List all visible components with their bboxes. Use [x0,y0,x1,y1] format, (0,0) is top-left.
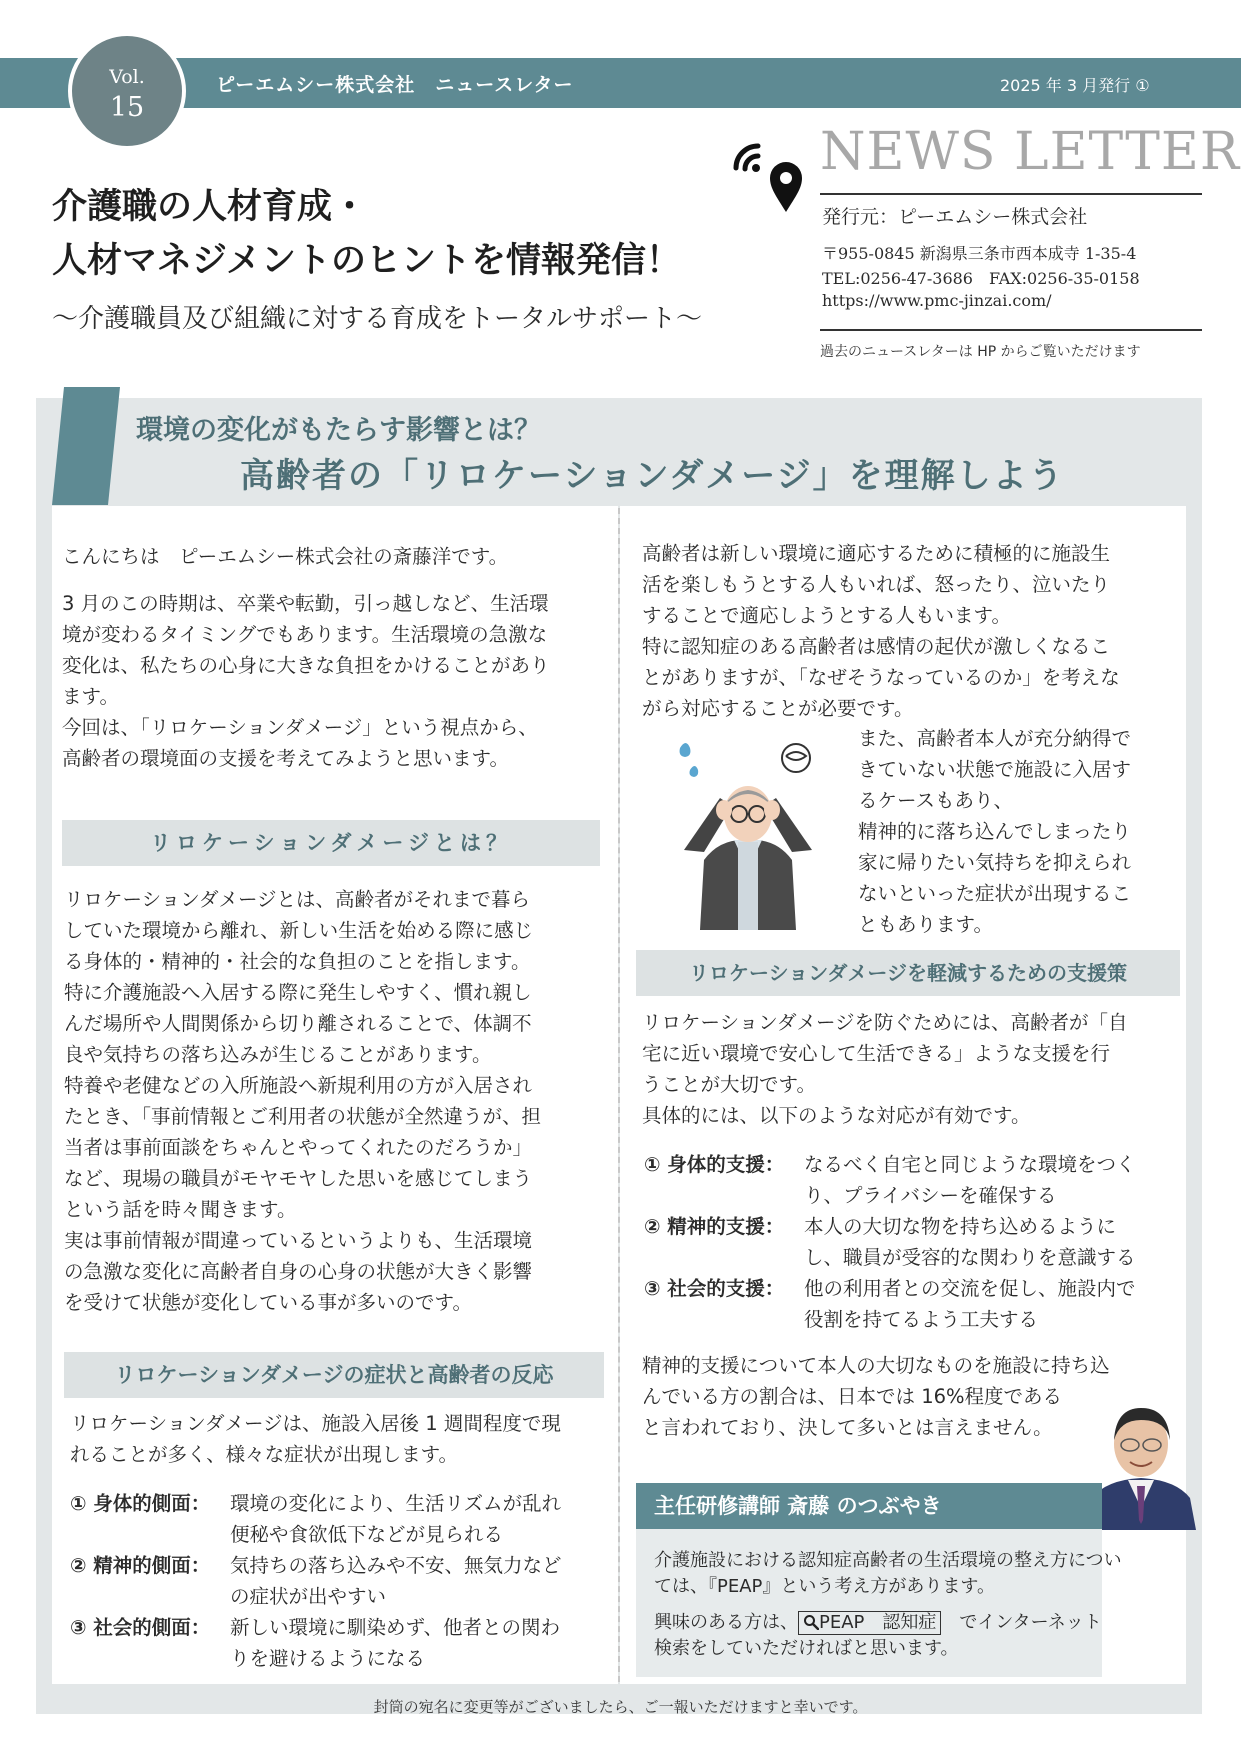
list-item-label: ② 精神的支援： [644,1215,785,1238]
list-item [644,1149,1190,1211]
volume-label: Vol. [109,66,145,88]
article-kicker: 環境の変化がもたらす影響とは？ [136,415,541,446]
tsubuyaki-search-line [654,1610,1102,1636]
headline-line-1: 介護職の人材育成・ [52,187,368,227]
archive-note: 過去のニュースレターは HP からご覧いただけます [820,344,1141,360]
list-item-text: なるべく自宅と同じような環境をつく [804,1153,1136,1176]
section2-heading: リロケーションダメージの症状と高齢者の反応 [64,1352,604,1398]
right-wrap-line: 家に帰りたい気持ちを抑えられ [858,851,1132,874]
section1-line: 実は事前情報が間違っているというよりも、生活環境 [64,1229,533,1252]
right-wrap-line: きていない状態で施設に入居す [858,758,1132,781]
magnifier-icon [803,1614,819,1630]
column-divider [618,508,620,1682]
list-item-text: 気持ちの落ち込みや不安、無気力など [230,1554,562,1577]
right-intro-line: することで適応しようとする人もいます。 [642,604,1011,627]
newsletter-title: NEWS LETTER [820,122,1240,182]
list-item-text: し、職員が受容的な関わりを意識する [804,1246,1136,1269]
section3-closing-line: 精神的支援について本人の大切なものを施設に持ち込 [642,1354,1110,1377]
section1-line: 特に介護施設へ入居する際に発生しやすく、慣れ親し [64,981,532,1004]
intro-greeting: こんにちは ピーエムシー株式会社の斎藤洋です。 [62,545,509,568]
tsubuyaki-line: 検索をしていただければと思います。 [654,1638,959,1659]
list-item-label: ③ 社会的側面： [70,1616,211,1639]
right-intro-line: がら対応することが必要です。 [642,697,914,720]
section3-heading: リロケーションダメージを軽減するための支援策 [636,950,1180,996]
section3-line: リロケーションダメージを防ぐためには、高齢者が「自 [642,1011,1128,1034]
section1-line: んだ場所や人間関係から切り離されることで、体調不 [64,1012,532,1035]
tsubuyaki-line: 介護施設における認知症高齢者の生活環境の整え方につい [654,1550,1122,1571]
tsubuyaki-body [654,1548,1122,1662]
intro-line: 3 月のこの時期は、卒業や転勤，引っ越しなど、生活環 [62,592,549,615]
issue-date: 2025 年 3 月発行 ① [1000,76,1150,95]
phone-fax: TEL:0256-47-3686 FAX:0256-35-0158 [822,269,1140,288]
section1-line: る身体的・精神的・社会的な負担のことを指します。 [64,950,531,973]
list-item [70,1488,610,1550]
list-item-text: 環境の変化により、生活リズムが乱れ [230,1492,562,1515]
banner-title: ピーエムシー株式会社 ニュースレター [216,74,574,96]
section1-line: を受けて状態が変化している事が多いのです。 [64,1291,472,1314]
right-wrap-line: るケースもあり、 [858,789,1014,812]
tsubuyaki-text: 興味のある方は、 [654,1612,798,1633]
section1-line: という話を時々聞きます。 [64,1198,297,1221]
article-title: 高齢者の「リロケーションダメージ」を理解しよう [240,456,1065,496]
intro-line: 境が変わるタイミングでもあります。生活環境の急激な [62,623,548,646]
list-item-text: 他の利用者との交流を促し、施設内で [804,1277,1136,1300]
section1-body [64,884,610,1318]
section3-closing-line: と言われており、決して多いとは言えません。 [642,1416,1053,1439]
intro-line: 今回は、「リロケーションダメージ」という視点から、 [62,716,538,739]
list-item-text: 便秘や食欲低下などが見られる [230,1523,504,1546]
list-item [644,1273,1190,1335]
section1-line: リロケーションダメージとは、高齢者がそれまで暮ら [64,888,531,911]
list-item-label: ② 精神的側面： [70,1554,211,1577]
tsubuyaki-text: でインターネット [941,1612,1102,1633]
right-wrap-line: ともあります。 [858,913,993,936]
page-headline [52,180,681,288]
headline-line-2: 人材マネジメントのヒントを情報発信！ [52,241,681,281]
volume-number: 15 [109,92,145,123]
section1-line: の急激な変化に高齢者自身の心身の状態が大きく影響 [64,1260,533,1283]
list-item-label: ③ 社会的支援： [644,1277,785,1300]
search-term: PEAP 認知症 [819,1612,937,1633]
intro-line: ます。 [62,685,119,708]
right-intro-line: 高齢者は新しい環境に適応するために積極的に施設生 [642,542,1111,565]
section2-line: れることが多く、様々な症状が出現します。 [70,1443,459,1466]
section1-line: 良や気持ちの落ち込みが生じることがあります。 [64,1043,492,1066]
list-item [644,1211,1190,1273]
search-term-box [798,1611,941,1635]
address: 〒955-0845 新潟県三条市西本成寺 1-35-4 [822,244,1137,263]
list-item-label: ① 身体的側面： [70,1492,211,1515]
intro-line: 変化は、私たちの心身に大きな負担をかけることがあり [62,654,550,677]
section1-line: 当者は事前面談をちゃんとやってくれたのだろうか」 [64,1136,533,1159]
section3-line: うことが大切です。 [642,1073,816,1096]
list-item-text: 本人の大切な物を持ち込めるように [804,1215,1117,1238]
section3-body [642,1007,1188,1131]
tsubuyaki-line: ては、『PEAP』という考え方があります。 [654,1576,995,1597]
list-item-text: り、プライバシーを確保する [804,1184,1057,1207]
footer-note: 封筒の宛名に変更等がございましたら、ご一報いただけますと幸いです。 [373,1698,868,1716]
list-item-label: ① 身体的支援： [644,1153,785,1176]
right-wrap-line: また、高齢者本人が充分納得で [858,727,1132,750]
section3-closing-line: んでいる方の割合は、日本では 16%程度である [642,1385,1063,1408]
right-intro-line: 特に認知症のある高齢者は感情の起伏が激しくなるこ [642,635,1111,658]
tsubuyaki-heading: 主任研修講師 斎藤 のつぶやき [636,1483,1102,1529]
section1-heading: リロケーションダメージとは？ [62,820,600,866]
section1-line: たとき、「事前情報とご利用者の状態が全然違うが、担 [64,1105,541,1128]
right-intro-line: とがありますが、「なぜそうなっているのか」を考えな [642,666,1120,689]
newsletter-rule-bottom [820,329,1202,331]
location-signal-icon [728,134,812,218]
right-wrap-line: 精神的に落ち込んでしまったり [858,820,1132,843]
list-item-text: りを避けるようになる [230,1647,426,1670]
list-item-text: 新しい環境に馴染めず、他者との関わ [230,1616,560,1639]
right-wrap-line: ないといった症状が出現するこ [858,882,1132,905]
section1-line: 特養や老健などの入所施設へ新規利用の方が入居され [64,1074,533,1097]
list-item [70,1612,610,1674]
newsletter-rule-top [820,193,1202,195]
list-item [70,1550,610,1612]
section2-body [70,1408,610,1470]
worried-elder-illustration [660,730,836,930]
list-item-text: の症状が出やすい [230,1585,387,1608]
section2-line: リロケーションダメージは、施設入居後 1 週間程度で現 [70,1412,561,1435]
right-intro-line: 活を楽しもうとする人もいれば、怒ったり、泣いたり [642,573,1111,596]
section3-line: 宅に近い環境で安心して生活できる」ような支援を行 [642,1042,1111,1065]
volume-badge [68,32,186,150]
intro-line: 高齢者の環境面の支援を考えてみようと思います。 [62,747,509,770]
publisher: 発行元：ピーエムシー株式会社 [822,206,1088,228]
section1-line: していた環境から離れ、新しい生活を始める際に感じ [64,919,534,942]
intro-paragraph [62,588,608,774]
website-link[interactable]: https://www.pmc-jinzai.com/ [822,291,1052,310]
right-intro [642,538,1188,724]
page-subtitle: ～介護職員及び組織に対する育成をトータルサポート～ [52,304,703,334]
section1-line: など、現場の職員がモヤモヤした思いを感じてしまう [64,1167,533,1190]
section3-line: 具体的には、以下のような対応が有効です。 [642,1104,1031,1127]
list-item-text: 役割を持てるよう工夫する [804,1308,1039,1331]
right-wrap-text [858,723,1178,940]
section-tab-decoration [52,387,120,505]
